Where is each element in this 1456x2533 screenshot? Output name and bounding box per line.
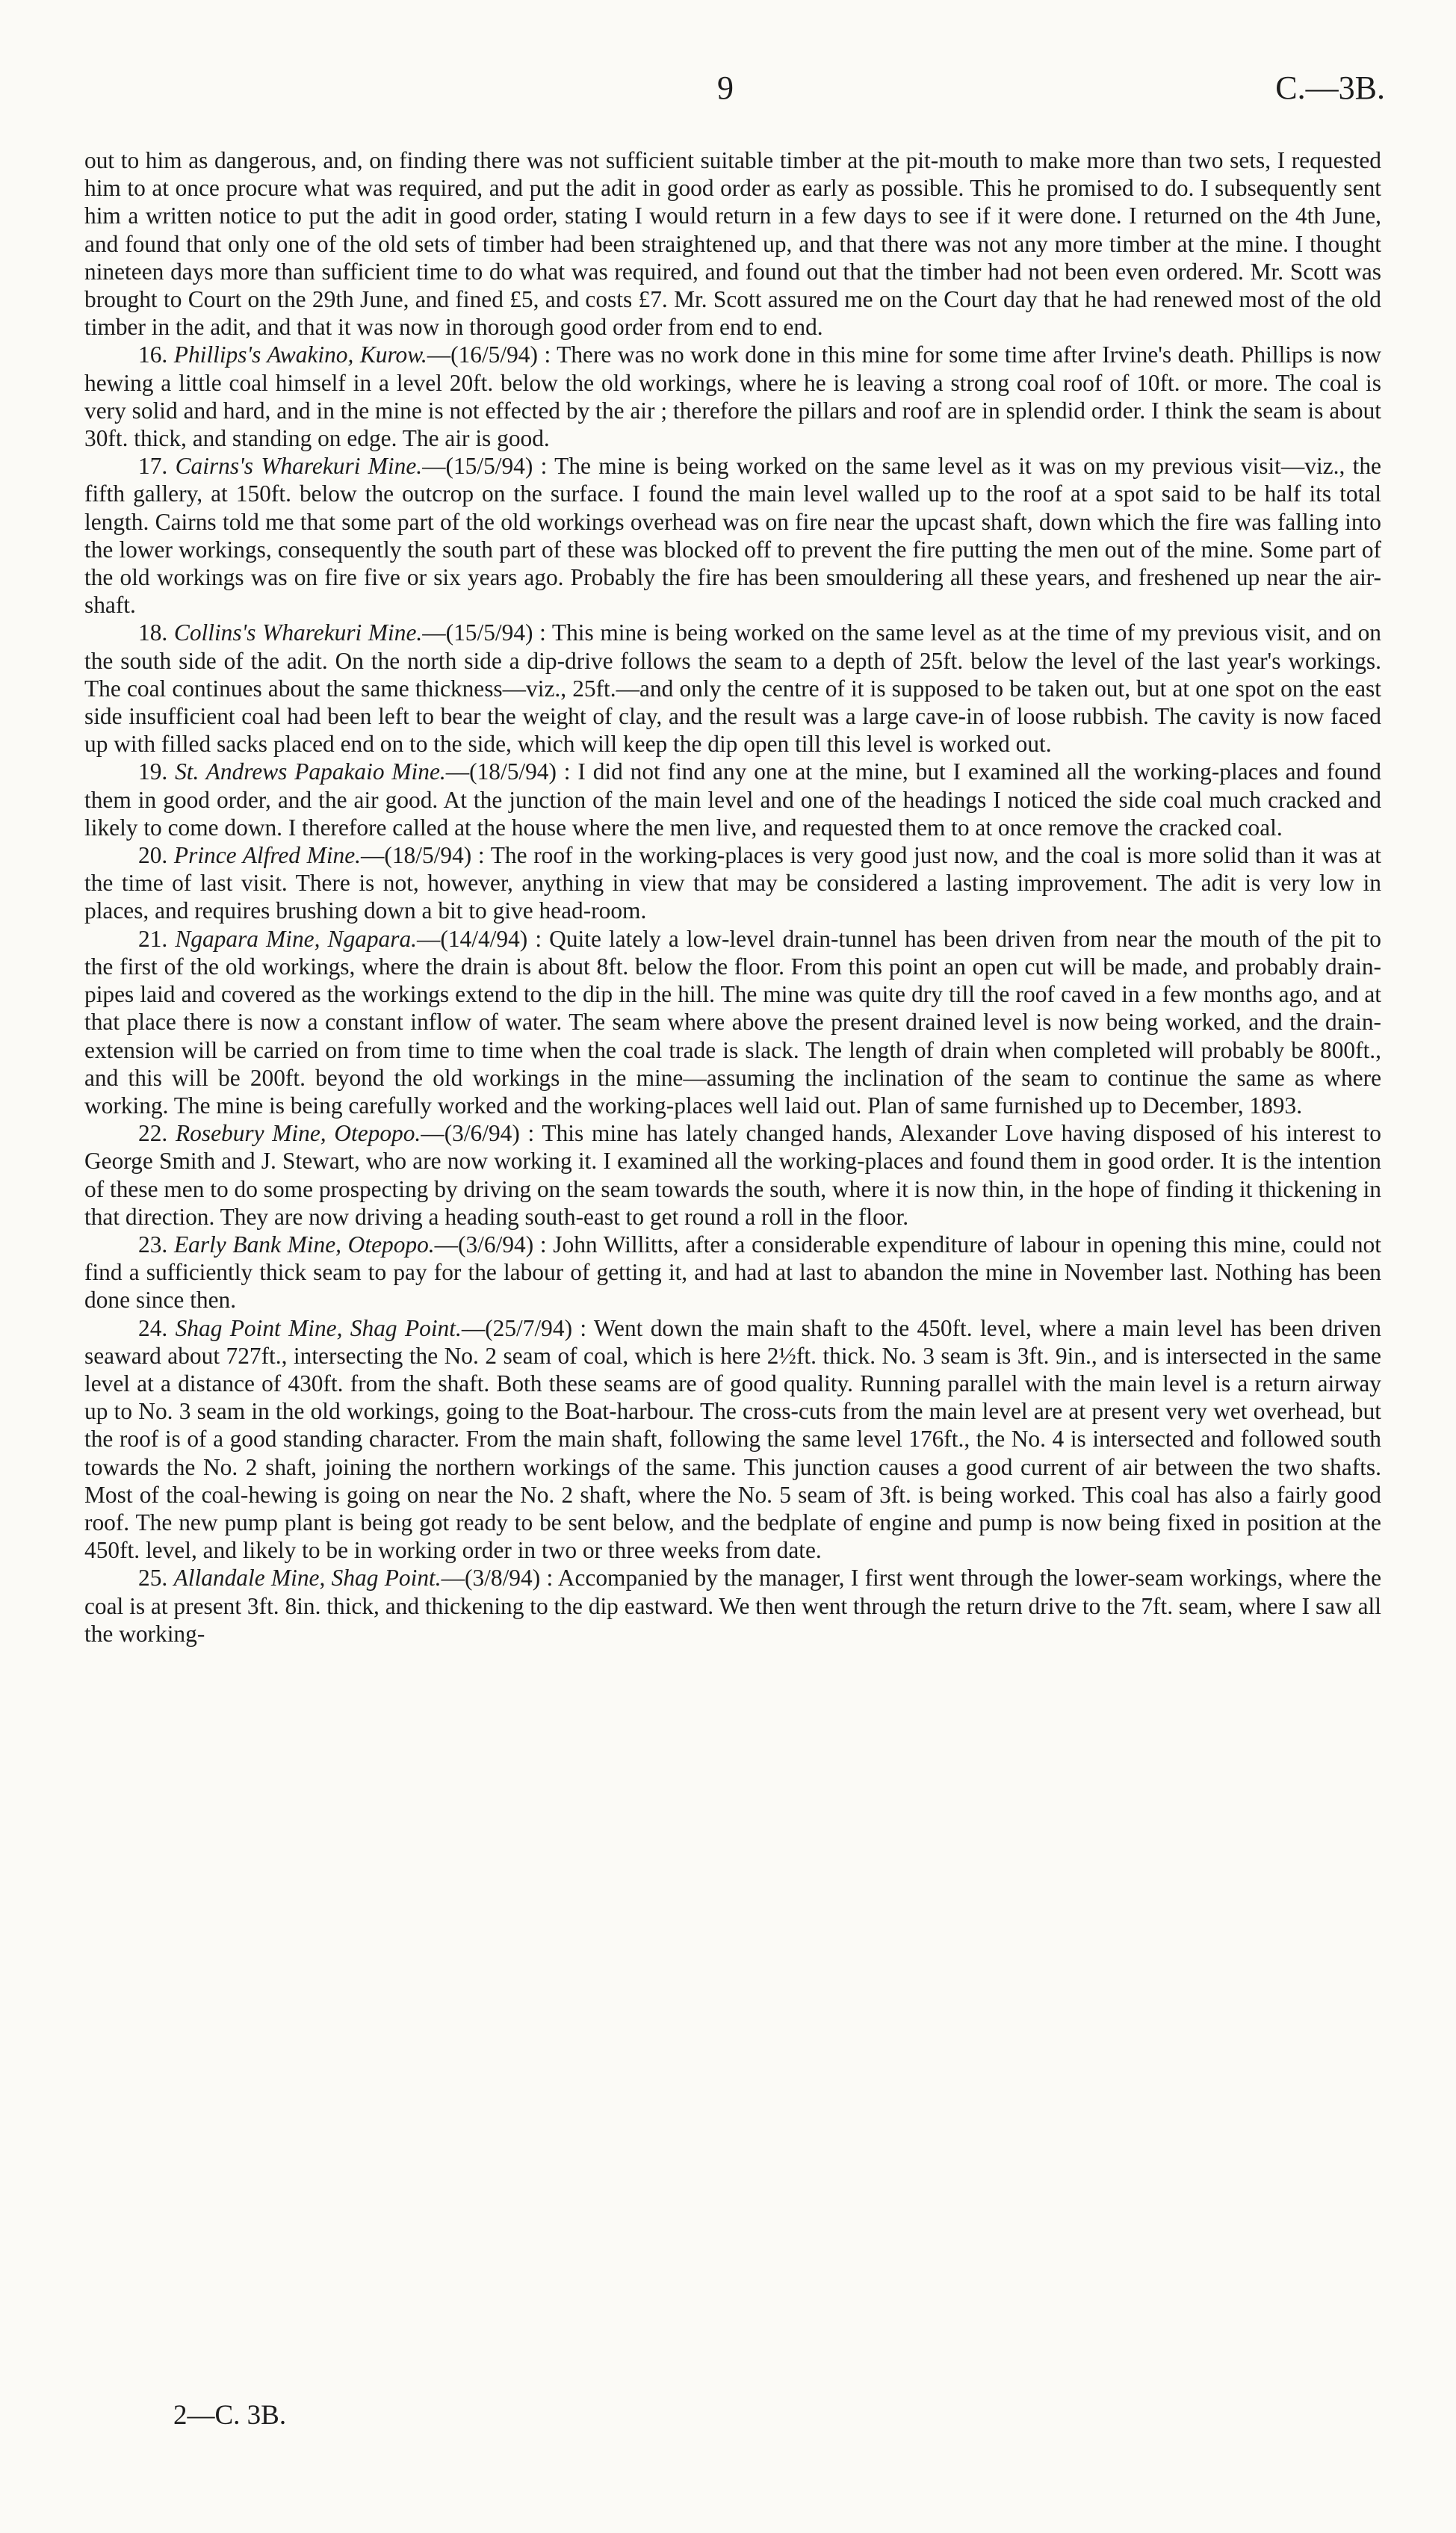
paragraph-24: 24. Shag Point Mine, Shag Point.—(25/7/94) : Went down the main shaft to the 450ft. level, where a main level has been driven seaward about 727ft., intersecting the No. 2 seam of coal, which is here 2½ft. thick. No. 3 seam is 3ft. 9in., and is intersected in the same level at a distance of 430ft. from the shaft. Both these seams are of good quality. Running parallel with the main level is a return airway up to No. 3 seam in the old workings, going to the Boat-harbour. The cross-cuts from the main level are at present very wet overhead, but the roof is of a good standing character. From the main shaft, following the same level 176ft., the No. 4 is intersected and followed south towards the No. 2 shaft, joining the northern workings of the same. This junction causes a good current of air between the two shafts. Most of the coal-hewing is going on near the No. 2 shaft, where the No. 5 seam of 3ft. is being worked. This coal has also a fairly good roof. The new pump plant is being got ready to be sent below, and the bedplate of engine and pump is now being fixed in position at the 450ft. level, and likely to be in working order in two or three weeks from date. [84,1314,1381,1564]
paragraph-18: 18. Collins's Wharekuri Mine.—(15/5/94) : This mine is being worked on the same level as at the time of my previous visit, and on the south side of the adit. On the north side a dip-drive follows the seam to a depth of 25ft. below the level of the last year's workings. The coal continues about the same thickness—viz., 25ft.—and only the centre of it is supposed to be taken out, but at one spot on the east side insufficient coal had been left to bear the weight of clay, and the result was a large cave-in of loose rubbish. The cavity is now faced up with filled sacks placed end on to the side, which will keep the dip open till this level is worked out. [84,619,1381,758]
paragraph-16: 16. Phillips's Awakino, Kurow.—(16/5/94) : There was no work done in this mine for some time after Irvine's death. Phillips is now hewing a little coal himself in a level 20ft. below the old workings, where he is leaving a strong coal roof of 10ft. or more. The coal is very solid and hard, and in the mine is not effected by the air ; therefore the pillars and roof are in splendid order. I think the seam is about 30ft. thick, and standing on edge. The air is good. [84,341,1381,452]
document-reference: C.—3B. [1275,69,1385,106]
paragraph-continued: out to him as dangerous, and, on finding there was not sufficient suitable timber at the pit-mouth to make more than two sets, I requested him to at once procure what was required, and put the adit in good order as early as possible. This he promised to do. I subsequently sent him a written notice to put the adit in good order, stating I would return in a few days to see if it were done. I returned on the 4th June, and found that only one of the old sets of timber had been straightened up, and that there was not any more timber at the mine. I thought nineteen days more than sufficient time to do what was required, and found out that the timber had not been even ordered. Mr. Scott was brought to Court on the 29th June, and fined £5, and costs £7. Mr. Scott assured me on the Court day that he had renewed most of the old timber in the adit, and that it was now in thorough good order from end to end. [84,147,1381,341]
paragraph-23: 23. Early Bank Mine, Otepopo.—(3/6/94) : John Willitts, after a considerable expenditure of labour in opening this mine, could not find a sufficiently thick seam to pay for the labour of getting it, and had at last to abandon the mine in November last. Nothing has been done since then. [84,1231,1381,1314]
paragraph-25: 25. Allandale Mine, Shag Point.—(3/8/94) : Accompanied by the manager, I first went through the lower-seam workings, where the coal is at present 3ft. 8in. thick, and thickening to the dip eastward. We then went through the return drive to the 7ft. seam, where I saw all the working- [84,1565,1382,1647]
paragraph-21: 21. Ngapara Mine, Ngapara.—(14/4/94) : Quite lately a low-level drain-tunnel has been driven from near the mouth of the pit to the first of the old workings, where the drain is about 8ft. below the floor. From this point an open cut will be made, and probably drain-pipes laid and covered as the workings extend to the dip in the hill. The mine was quite dry till the roof caved in a few months ago, and at that place there is now a constant inflow of water. The seam where above the present drained level is now being worked, and the drain-extension will be carried on from time to time when the coal trade is slack. The length of drain when completed will probably be 800ft., and this will be 200ft. beyond the old workings in the mine—assuming the inclination of the seam to continue the same as where working. The mine is being carefully worked and the working-places well laid out. Plan of same furnished up to December, 1893. [84,925,1381,1119]
paragraph-20: 20. Prince Alfred Mine.—(18/5/94) : The roof in the working-places is very good just now, and the coal is more solid than it was at the time of last visit. There is not, however, anything in view that may be considered a lasting improvement. The adit is very low in places, and requires brushing down a bit to give head-room. [84,842,1381,924]
paragraph-19: 19. St. Andrews Papakaio Mine.—(18/5/94) : I did not find any one at the mine, but I examined all the working-places and found them in good order, and the air good. At the junction of the main level and one of the headings I noticed the side coal much cracked and likely to come down. I therefore called at the house where the men live, and requested them to at once remove the cracked coal. [84,758,1381,841]
signature-mark: 2—C. 3B. [173,2400,287,2431]
paragraph-22: 22. Rosebury Mine, Otepopo.—(3/6/94) : This mine has lately changed hands, Alexander Love having disposed of his interest to George Smith and J. Stewart, who are now working it. I examined all the working-places and found them in good order. It is the intention of these men to do some prospecting by driving on the seam towards the south, where it is now thin, in the hope of finding it thickening in that direction. They are now driving a heading south-east to get round a roll in the floor. [84,1120,1381,1230]
page-number: 9 [717,69,734,106]
paragraph-17: 17. Cairns's Wharekuri Mine.—(15/5/94) : The mine is being worked on the same level as it was on my previous visit—viz., the fifth gallery, at 150ft. below the outcrop on the surface. I found the main level walled up to the roof at a spot said to be half its total length. Cairns told me that some part of the old workings overhead was on fire near the upcast shaft, down which the fire was falling into the lower workings, consequently the south part of these was blocked off to prevent the fire putting the men out of the mine. Some part of the old workings was on fire five or six years ago. Probably the fire has been smouldering all these years, and freshened up near the air-shaft. [84,453,1381,619]
body-text [84,146,1381,1648]
